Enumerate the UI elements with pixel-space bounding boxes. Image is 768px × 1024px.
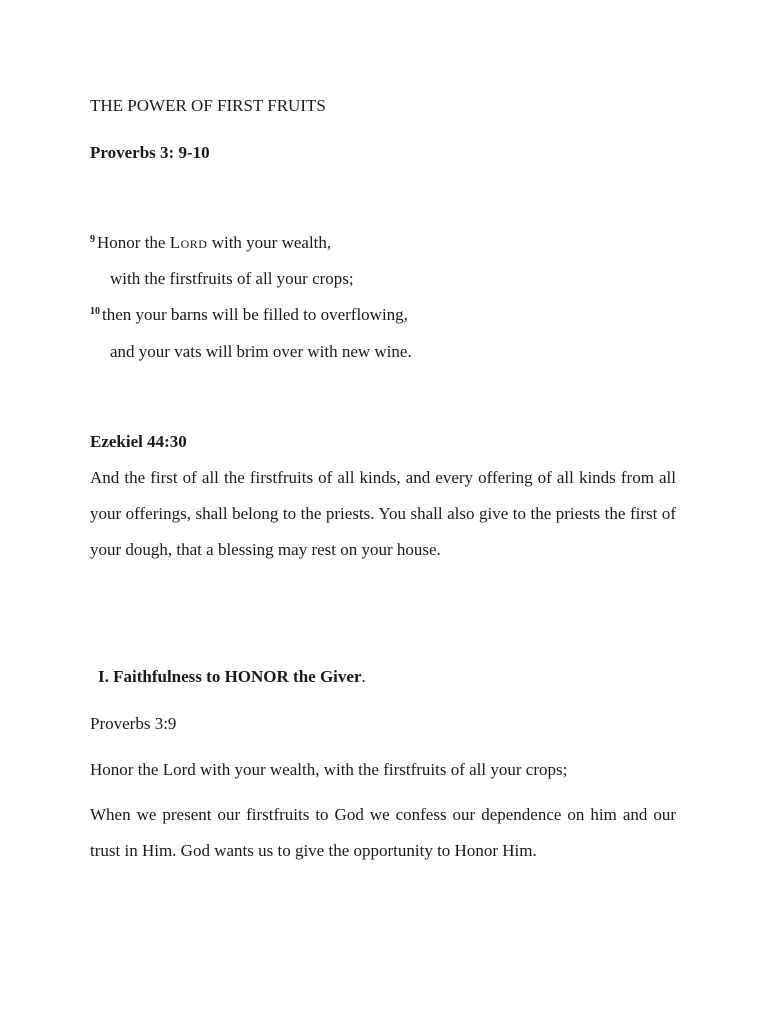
section-1-heading-text: I. Faithfulness to HONOR the Giver xyxy=(98,667,362,686)
verse-9-lord: Lord xyxy=(169,233,208,252)
verse-10-line-1 xyxy=(90,305,408,325)
verse-9-text-a: Honor the xyxy=(97,233,170,252)
scripture-reference-proverbs: Proverbs 3: 9-10 xyxy=(90,143,210,162)
section-1-quote: Honor the Lord with your wealth, with the firstfruits of all your crops; xyxy=(90,760,568,779)
section-1-heading xyxy=(98,667,366,687)
verse-9-line-2: with the firstfruits of all your crops; xyxy=(110,269,354,288)
verse-10-text: then your barns will be filled to overflowing, xyxy=(102,305,408,324)
verse-number-9: 9 xyxy=(90,234,95,245)
verse-9-text-b: with your wealth, xyxy=(207,233,332,252)
ezekiel-paragraph: And the first of all the firstfruits of all kinds, and every offering of all kinds from all your offerings, shall belong to the priests. You shall also give to the priests the first of your dough, that a blessing may rest on your house. xyxy=(90,468,676,559)
verse-10-line-2: and your vats will brim over with new wine. xyxy=(110,342,412,361)
verse-9-line-1 xyxy=(90,233,331,253)
section-1-body: When we present our firstfruits to God we confess our dependence on him and our trust in Him. God wants us to give the opportunity to Honor Him. xyxy=(90,805,676,860)
section-1-reference: Proverbs 3:9 xyxy=(90,714,177,733)
verse-number-10: 10 xyxy=(90,306,100,317)
document-title: THE POWER OF FIRST FRUITS xyxy=(90,96,326,115)
scripture-reference-ezekiel: Ezekiel 44:30 xyxy=(90,432,187,451)
section-1-heading-period: . xyxy=(361,667,366,686)
